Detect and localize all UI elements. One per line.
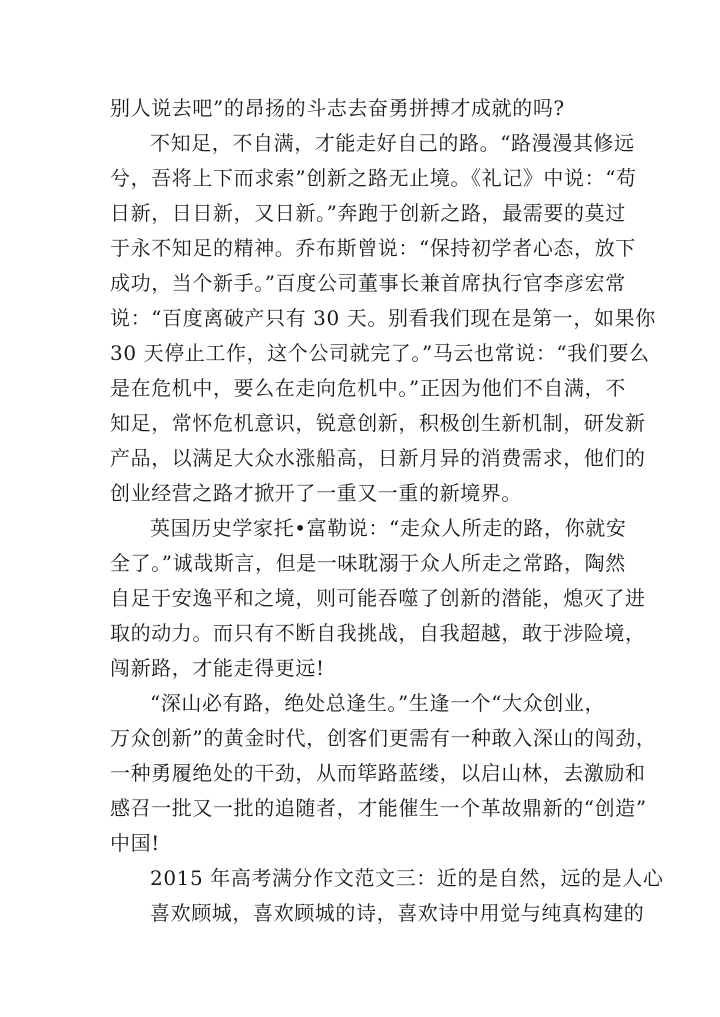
text-line: 兮，吾将上下而求索”创新之路无止境。《礼记》中说：“苟 — [110, 166, 637, 190]
text-line: “深山必有路，绝处总逢生。”生逢一个“大众创业， — [150, 691, 606, 715]
text-line: 日新，日日新，又日新。”奔跑于创新之路，最需要的莫过 — [110, 201, 626, 225]
section-heading: 2015 年高考满分作文范文三：近的是自然，远的是人心 — [150, 866, 664, 890]
text-line: 感召一批又一批的追随者，才能催生一个革故鼎新的“创造” — [110, 796, 647, 820]
text-line: 英国历史学家托•富勒说：“走众人所走的路，你就安 — [150, 516, 627, 540]
text-line: 自足于安逸平和之境，则可能吞噬了创新的潜能，熄灭了进 — [110, 586, 646, 610]
text-line: 30 天停止工作，这个公司就完了。”马云也常说：“我们要么 — [110, 341, 650, 365]
text-line: 喜欢顾城，喜欢顾城的诗，喜欢诗中用觉与纯真构建的 — [150, 901, 645, 925]
text-line: 说：“百度离破产只有 30 天。别看我们现在是第一，如果你 — [110, 306, 656, 330]
text-line: 中国! — [110, 831, 160, 855]
text-line: 闯新路，才能走得更远! — [110, 656, 325, 680]
text-line: 产品，以满足大众水涨船高，日新月异的消费需求，他们的 — [110, 446, 646, 470]
text-line: 全了。”诚哉斯言，但是一味耽溺于众人所走之常路，陶然 — [110, 551, 626, 575]
text-line: 于永不知足的精神。乔布斯曾说：“保持初学者心态，放下 — [110, 236, 636, 260]
text-line: 创业经营之路才掀开了一重又一重的新境界。 — [110, 481, 522, 505]
text-line: 别人说去吧”的昂扬的斗志去奋勇拼搏才成就的吗? — [110, 96, 565, 120]
text-line: 取的动力。而只有不断自我挑战，自我超越，敢于涉险境， — [110, 621, 646, 645]
text-line: 是在危机中，要么在走向危机中。”正因为他们不自满，不 — [110, 376, 626, 400]
text-line: 成功，当个新手。”百度公司董事长兼首席执行官李彦宏常 — [110, 271, 626, 295]
text-line: 知足，常怀危机意识，锐意创新，积极创生新机制，研发新 — [110, 411, 646, 435]
text-line: 不知足，不自满，才能走好自己的路。“路漫漫其修远 — [150, 131, 635, 155]
text-line: 一种勇履绝处的干劲，从而筚路蓝缕，以启山林，去激励和 — [110, 761, 646, 785]
text-line: 万众创新”的黄金时代，创客们更需有一种敢入深山的闯劲， — [110, 726, 657, 750]
